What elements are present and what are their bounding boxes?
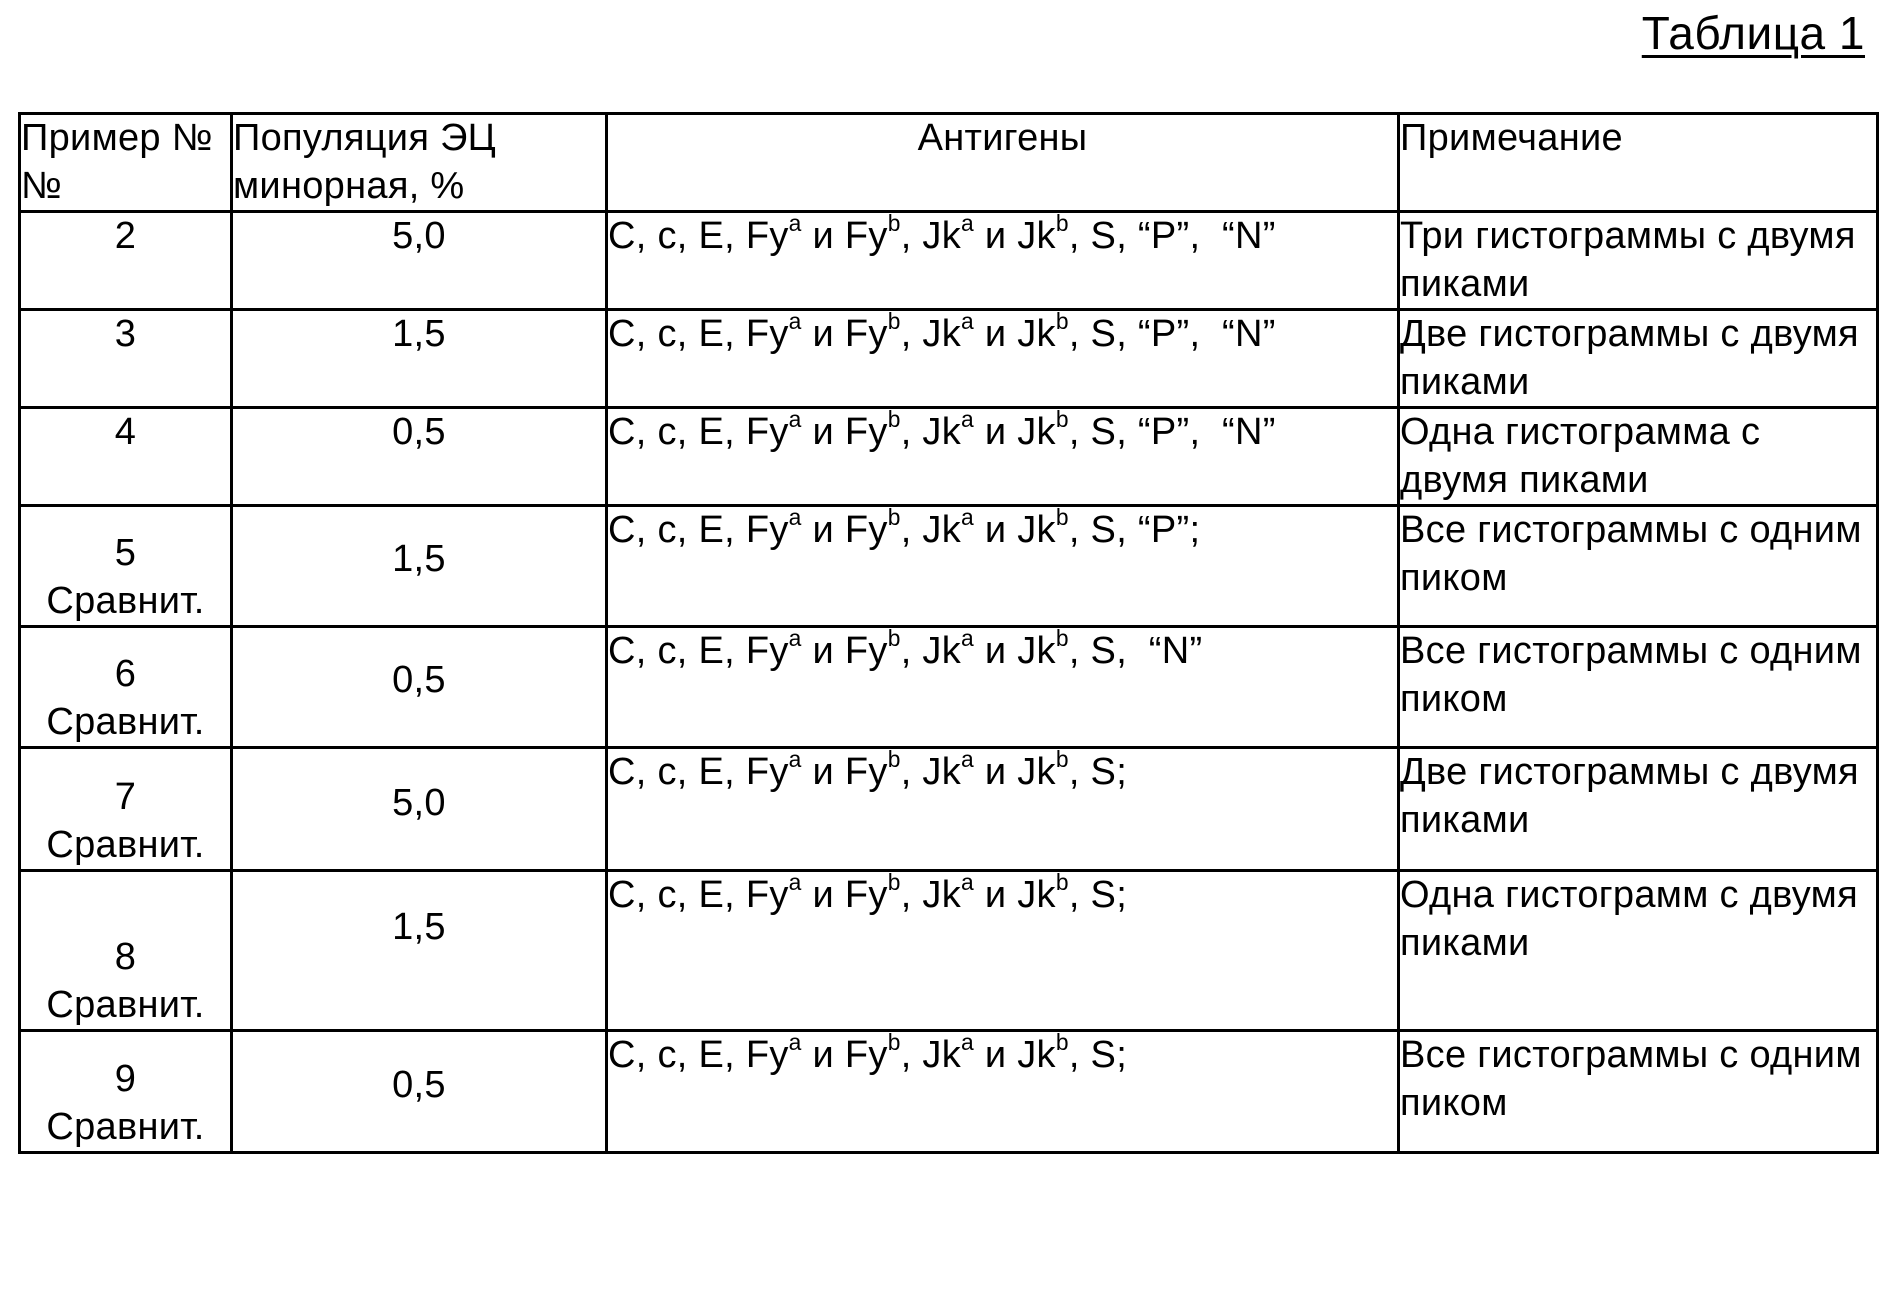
example-cell bbox=[20, 506, 232, 627]
results-table bbox=[18, 112, 1879, 1154]
antigen-text: и Jk bbox=[974, 1034, 1056, 1076]
antigen-superscript: a bbox=[961, 405, 974, 432]
antigen-text: и Jk bbox=[974, 509, 1056, 551]
antigen-superscript: b bbox=[1055, 503, 1069, 530]
antigen-text: C, c, E, Fy bbox=[608, 751, 789, 793]
population-cell: 0,5 bbox=[232, 1031, 607, 1153]
note-cell: Три гистограммы с двумя пиками bbox=[1399, 212, 1878, 310]
table-row bbox=[20, 871, 1878, 1031]
example-number: 6 bbox=[114, 653, 137, 695]
antigen-text: и Fy bbox=[801, 313, 888, 355]
population-cell: 1,5 bbox=[232, 871, 607, 1031]
antigen-text: и Fy bbox=[801, 751, 888, 793]
note-cell: Все гистограммы с одним пиком bbox=[1399, 1031, 1878, 1153]
example-number: 4 bbox=[114, 411, 137, 453]
antigens-cell bbox=[607, 624, 1399, 748]
antigen-text: C, c, E, Fy bbox=[608, 630, 789, 672]
comparative-label: Сравнит. bbox=[46, 1105, 205, 1148]
antigen-text: C, c, E, Fy bbox=[608, 874, 789, 916]
note-cell: Одна гистограмм с двумя пиками bbox=[1399, 871, 1878, 1031]
antigen-superscript: a bbox=[788, 405, 802, 432]
antigen-text: , Jk bbox=[900, 630, 962, 672]
antigen-text: C, c, E, Fy bbox=[608, 411, 789, 453]
header-note: Примечание bbox=[1399, 114, 1878, 212]
antigen-text: , Jk bbox=[900, 313, 962, 355]
antigen-superscript: a bbox=[961, 868, 974, 895]
antigen-text: C, c, E, Fy bbox=[608, 313, 789, 355]
antigen-text: C, c, E, Fy bbox=[608, 1034, 789, 1076]
antigen-text: , Jk bbox=[900, 1034, 962, 1076]
example-cell bbox=[20, 1031, 232, 1153]
antigen-superscript: b bbox=[887, 624, 901, 651]
example-cell bbox=[20, 310, 232, 408]
comparative-label: Сравнит. bbox=[46, 823, 205, 866]
antigen-superscript: a bbox=[788, 624, 802, 651]
antigen-text: , Jk bbox=[900, 215, 962, 257]
antigen-text: , S, “P”, “N” bbox=[1068, 215, 1276, 257]
header-population: Популяция ЭЦ минорная, % bbox=[232, 114, 607, 212]
table-row bbox=[20, 310, 1878, 408]
antigens-cell bbox=[607, 209, 1399, 310]
example-number: 8 bbox=[114, 936, 137, 978]
note-cell: Две гистограммы с двумя пиками bbox=[1399, 748, 1878, 871]
population-cell: 1,5 bbox=[232, 310, 607, 408]
note-cell: Две гистограммы с двумя пиками bbox=[1399, 310, 1878, 408]
antigen-text: и Fy bbox=[801, 215, 888, 257]
antigen-superscript: b bbox=[887, 307, 901, 334]
antigen-superscript: a bbox=[788, 209, 802, 236]
example-cell bbox=[20, 871, 232, 1031]
antigen-text: и Jk bbox=[974, 630, 1056, 672]
antigen-text: и Fy bbox=[801, 630, 888, 672]
note-cell: Одна гистограмма с двумя пиками bbox=[1399, 408, 1878, 506]
antigen-text: и Jk bbox=[974, 751, 1056, 793]
antigen-superscript: b bbox=[1055, 307, 1069, 334]
note-cell: Все гистограммы с одним пиком bbox=[1399, 627, 1878, 748]
table-caption: Таблица 1 bbox=[1641, 7, 1865, 59]
antigen-text: и Jk bbox=[974, 874, 1056, 916]
example-cell bbox=[20, 627, 232, 748]
antigen-text: и Jk bbox=[974, 215, 1056, 257]
antigen-superscript: b bbox=[1055, 624, 1069, 651]
antigen-superscript: a bbox=[961, 307, 974, 334]
antigen-superscript: a bbox=[788, 868, 802, 895]
antigen-superscript: b bbox=[887, 1028, 901, 1055]
antigen-superscript: a bbox=[961, 503, 974, 530]
antigen-text: , Jk bbox=[900, 411, 962, 453]
antigen-text: , S, “N” bbox=[1068, 630, 1203, 672]
antigen-text: , S; bbox=[1068, 1034, 1128, 1076]
antigen-text: , S, “P”, “N” bbox=[1068, 313, 1276, 355]
antigen-text: и Jk bbox=[974, 313, 1056, 355]
example-number: 9 bbox=[114, 1058, 137, 1100]
table-row bbox=[20, 748, 1878, 871]
header-example: Пример №№ bbox=[20, 114, 232, 212]
example-cell bbox=[20, 748, 232, 871]
antigen-text: , S, “P”, “N” bbox=[1068, 411, 1276, 453]
antigens-cell bbox=[607, 745, 1399, 871]
antigen-text: , S; bbox=[1068, 874, 1128, 916]
table-row bbox=[20, 627, 1878, 748]
antigen-superscript: a bbox=[961, 745, 974, 772]
antigen-text: C, c, E, Fy bbox=[608, 215, 789, 257]
antigen-superscript: b bbox=[1055, 405, 1069, 432]
antigen-text: , Jk bbox=[900, 751, 962, 793]
antigen-text: , S; bbox=[1068, 751, 1128, 793]
antigen-text: и Fy bbox=[801, 411, 888, 453]
antigen-superscript: b bbox=[1055, 209, 1069, 236]
comparative-label: Сравнит. bbox=[46, 700, 205, 743]
population-cell: 0,5 bbox=[232, 627, 607, 748]
example-cell bbox=[20, 212, 232, 310]
antigen-superscript: a bbox=[961, 624, 974, 651]
antigen-superscript: a bbox=[788, 1028, 802, 1055]
population-cell: 5,0 bbox=[232, 212, 607, 310]
table-row bbox=[20, 212, 1878, 310]
population-cell: 0,5 bbox=[232, 408, 607, 506]
antigens-cell bbox=[607, 868, 1399, 1031]
antigen-text: , Jk bbox=[900, 509, 962, 551]
antigen-superscript: a bbox=[961, 209, 974, 236]
antigen-superscript: a bbox=[961, 1028, 974, 1055]
note-cell: Все гистограммы с одним пиком bbox=[1399, 506, 1878, 627]
antigen-superscript: a bbox=[788, 745, 802, 772]
antigens-cell bbox=[607, 307, 1399, 408]
antigen-superscript: b bbox=[1055, 745, 1069, 772]
example-number: 7 bbox=[114, 776, 137, 818]
antigen-text: C, c, E, Fy bbox=[608, 509, 789, 551]
antigen-superscript: b bbox=[887, 405, 901, 432]
antigen-superscript: a bbox=[788, 503, 802, 530]
example-number: 2 bbox=[114, 215, 137, 257]
antigen-text: и Fy bbox=[801, 1034, 888, 1076]
population-cell: 1,5 bbox=[232, 506, 607, 627]
example-cell bbox=[20, 408, 232, 506]
antigen-superscript: a bbox=[788, 307, 802, 334]
antigen-text: , Jk bbox=[900, 874, 962, 916]
example-number: 3 bbox=[114, 313, 137, 355]
header-antigens: Антигены bbox=[607, 114, 1399, 212]
example-number: 5 bbox=[114, 532, 137, 574]
antigen-text: и Fy bbox=[801, 509, 888, 551]
antigen-text: , S, “P”; bbox=[1068, 509, 1201, 551]
antigen-text: и Fy bbox=[801, 874, 888, 916]
table-header-row bbox=[20, 114, 1878, 212]
antigen-text: и Jk bbox=[974, 411, 1056, 453]
antigen-superscript: b bbox=[1055, 1028, 1069, 1055]
antigen-superscript: b bbox=[1055, 868, 1069, 895]
antigens-cell bbox=[607, 1028, 1399, 1153]
table-body bbox=[20, 209, 1878, 1153]
population-cell: 5,0 bbox=[232, 748, 607, 871]
antigen-superscript: b bbox=[887, 868, 901, 895]
comparative-label: Сравнит. bbox=[46, 579, 205, 622]
table-row bbox=[20, 408, 1878, 506]
antigens-cell bbox=[607, 503, 1399, 627]
antigen-superscript: b bbox=[887, 209, 901, 236]
table-row bbox=[20, 1031, 1878, 1153]
antigen-superscript: b bbox=[887, 503, 901, 530]
antigens-cell bbox=[607, 405, 1399, 506]
comparative-label: Сравнит. bbox=[46, 983, 205, 1026]
antigen-superscript: b bbox=[887, 745, 901, 772]
table-row bbox=[20, 506, 1878, 627]
